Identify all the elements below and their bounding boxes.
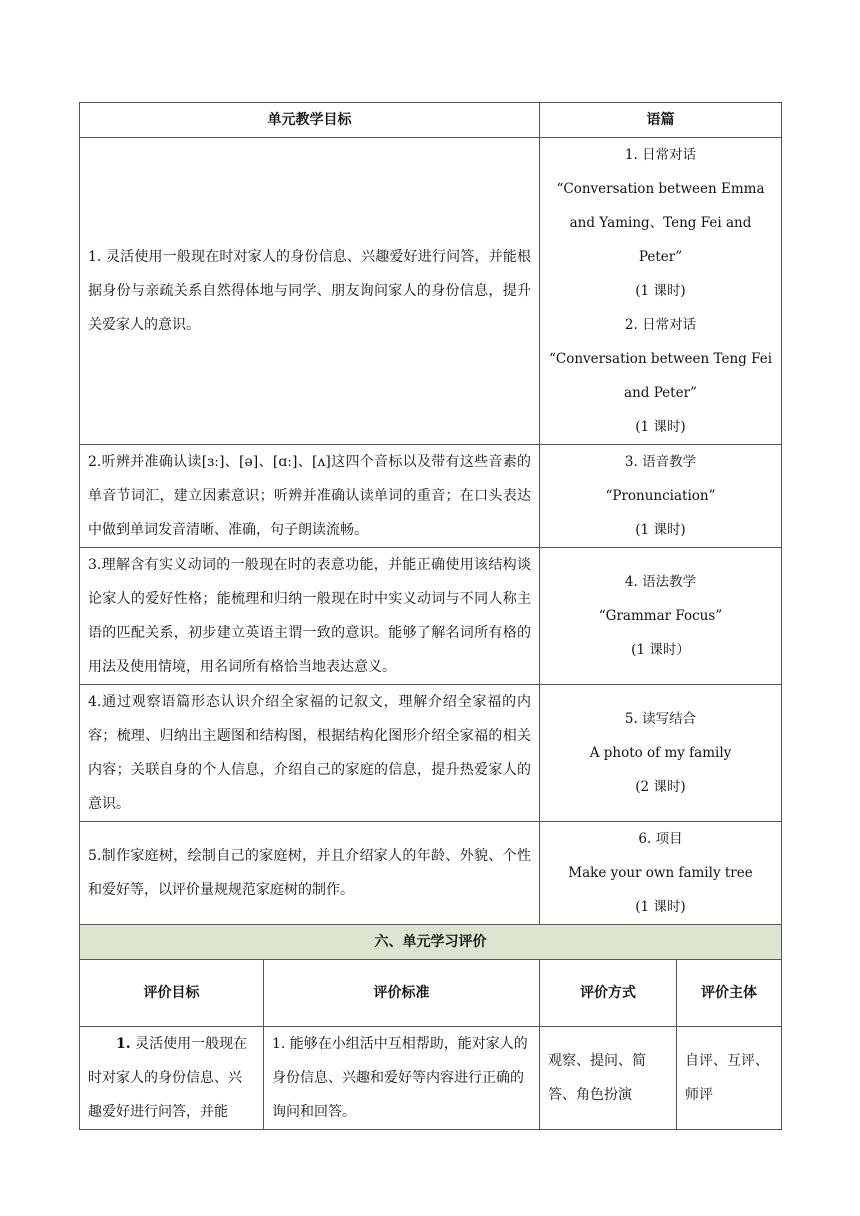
goal-3: 3.理解含有实义动词的一般现在时的表意功能，并能正确使用该结构谈论家人的爱好性格；能梳理和归纳一般现在时中实义动词与不同人称主语的匹配关系，初步建立英语主谓一致的意识。能够了解名词所有格的用法及使用情境，用名词所有格恰当地表达意义。 <box>80 548 540 685</box>
header-eval-method: 评价方式 <box>540 960 677 1027</box>
header-eval-goal: 评价目标 <box>80 960 264 1027</box>
discourse-3: 4. 语法教学 “Grammar Focus” (1 课时） <box>540 548 782 685</box>
header-unit-goals: 单元教学目标 <box>80 103 540 138</box>
header-discourse: 语篇 <box>540 103 782 138</box>
eval-standard-cell: 1. 能够在小组活中互相帮助，能对家人的身份信息、兴趣和爱好等内容进行正确的询问和回答。 <box>264 1027 540 1130</box>
header-eval-standard: 评价标准 <box>264 960 540 1027</box>
header-eval-subject: 评价主体 <box>677 960 782 1027</box>
goal-1: 1. 灵活使用一般现在时对家人的身份信息、兴趣爱好进行问答，并能根据身份与亲疏关系自然得体地与同学、朋友询问家人的身份信息，提升关爱家人的意识。 <box>80 138 540 445</box>
goal-2: 2.听辨并准确认读[ɜː]、[ə]、[ɑː]、[ʌ]这四个音标以及带有这些音素的单音节词汇，建立因素意识；听辨并准确认读单词的重音；在口头表达中做到单词发音清晰、准确，句子朗读流畅。 <box>80 445 540 548</box>
discourse-2: 3. 语音教学 “Pronunciation” (1 课时) <box>540 445 782 548</box>
goal-4: 4.通过观察语篇形态认识介绍全家福的记叙文，理解介绍全家福的内容；梳理、归纳出主题图和结构图，根据结构化图形介绍全家福的相关内容；关联自身的个人信息，介绍自己的家庭的信息，提升热爱家人的意识。 <box>80 685 540 822</box>
unit-goals-table <box>79 102 782 925</box>
discourse-4: 5. 读写结合 A photo of my family (2 课时) <box>540 685 782 822</box>
eval-goal-number: 1. <box>116 1036 131 1052</box>
eval-method-cell: 观察、提问、简答、角色扮演 <box>540 1027 677 1130</box>
document-page <box>79 102 781 1130</box>
eval-goal-text: 灵活使用一般现在时对家人的身份信息、兴趣爱好进行问答，并能 <box>88 1036 248 1120</box>
goal-5: 5.制作家庭树，绘制自己的家庭树，并且介绍家人的年龄、外貌、个性和爱好等，以评价量规规范家庭树的制作。 <box>80 822 540 925</box>
evaluation-table <box>79 924 782 1130</box>
section-title: 六、单元学习评价 <box>80 925 782 960</box>
eval-subject-cell: 自评、互评、师评 <box>677 1027 782 1130</box>
discourse-1: 1. 日常对话 “Conversation between Emma and Yaming、Teng Fei and Peter” (1 课时) 2. 日常对话 “Conversation between Teng Fei and Peter” (1 课时) <box>540 138 782 445</box>
eval-goal-cell <box>80 1027 264 1130</box>
discourse-5: 6. 项目 Make your own family tree (1 课时) <box>540 822 782 925</box>
